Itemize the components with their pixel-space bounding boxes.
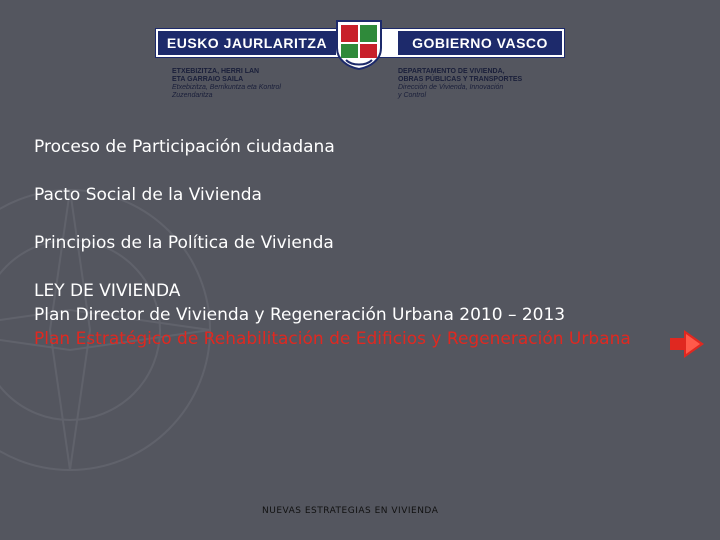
item-principios: Principios de la Política de Vivienda bbox=[34, 233, 334, 253]
red-arrow-icon[interactable] bbox=[670, 330, 704, 358]
logo-text-spanish: GOBIERNO VASCO bbox=[398, 31, 562, 55]
item-pacto-social: Pacto Social de la Vivienda bbox=[34, 185, 262, 205]
dept-spanish-sub-1: Dirección de Vivienda, Innovación bbox=[398, 84, 504, 91]
plan-estrategico: Plan Estratégico de Rehabilitación de Edificios y Regeneración Urbana bbox=[34, 329, 631, 349]
department-spanish bbox=[398, 68, 558, 100]
dept-spanish-sub-2: y Control bbox=[398, 92, 427, 99]
department-basque bbox=[172, 68, 322, 100]
dept-basque-sub-1: Etxebizitza, Berrikuntza eta Kontrol bbox=[172, 84, 281, 91]
ley-vivienda-block bbox=[34, 279, 674, 351]
dept-spanish-name-2: OBRAS PÚBLICAS Y TRANSPORTES bbox=[398, 76, 523, 83]
dept-basque-name-1: ETXEBIZITZA, HERRI LAN bbox=[172, 68, 260, 75]
dept-spanish-name-1: DEPARTAMENTO DE VIVIENDA, bbox=[398, 68, 505, 75]
item-participacion: Proceso de Participación ciudadana bbox=[34, 137, 335, 157]
coat-of-arms-icon bbox=[334, 18, 384, 70]
ley-vivienda-title: LEY DE VIVIENDA bbox=[34, 281, 181, 301]
dept-basque-sub-2: Zuzendaritza bbox=[172, 92, 213, 99]
logo-text-basque: EUSKO JAURLARITZA bbox=[158, 31, 336, 55]
dept-basque-name-2: ETA GARRAIO SAILA bbox=[172, 76, 244, 83]
footer-title: NUEVAS ESTRATEGIAS EN VIVIENDA bbox=[262, 506, 439, 516]
plan-director: Plan Director de Vivienda y Regeneración Urbana 2010 – 2013 bbox=[34, 305, 566, 325]
